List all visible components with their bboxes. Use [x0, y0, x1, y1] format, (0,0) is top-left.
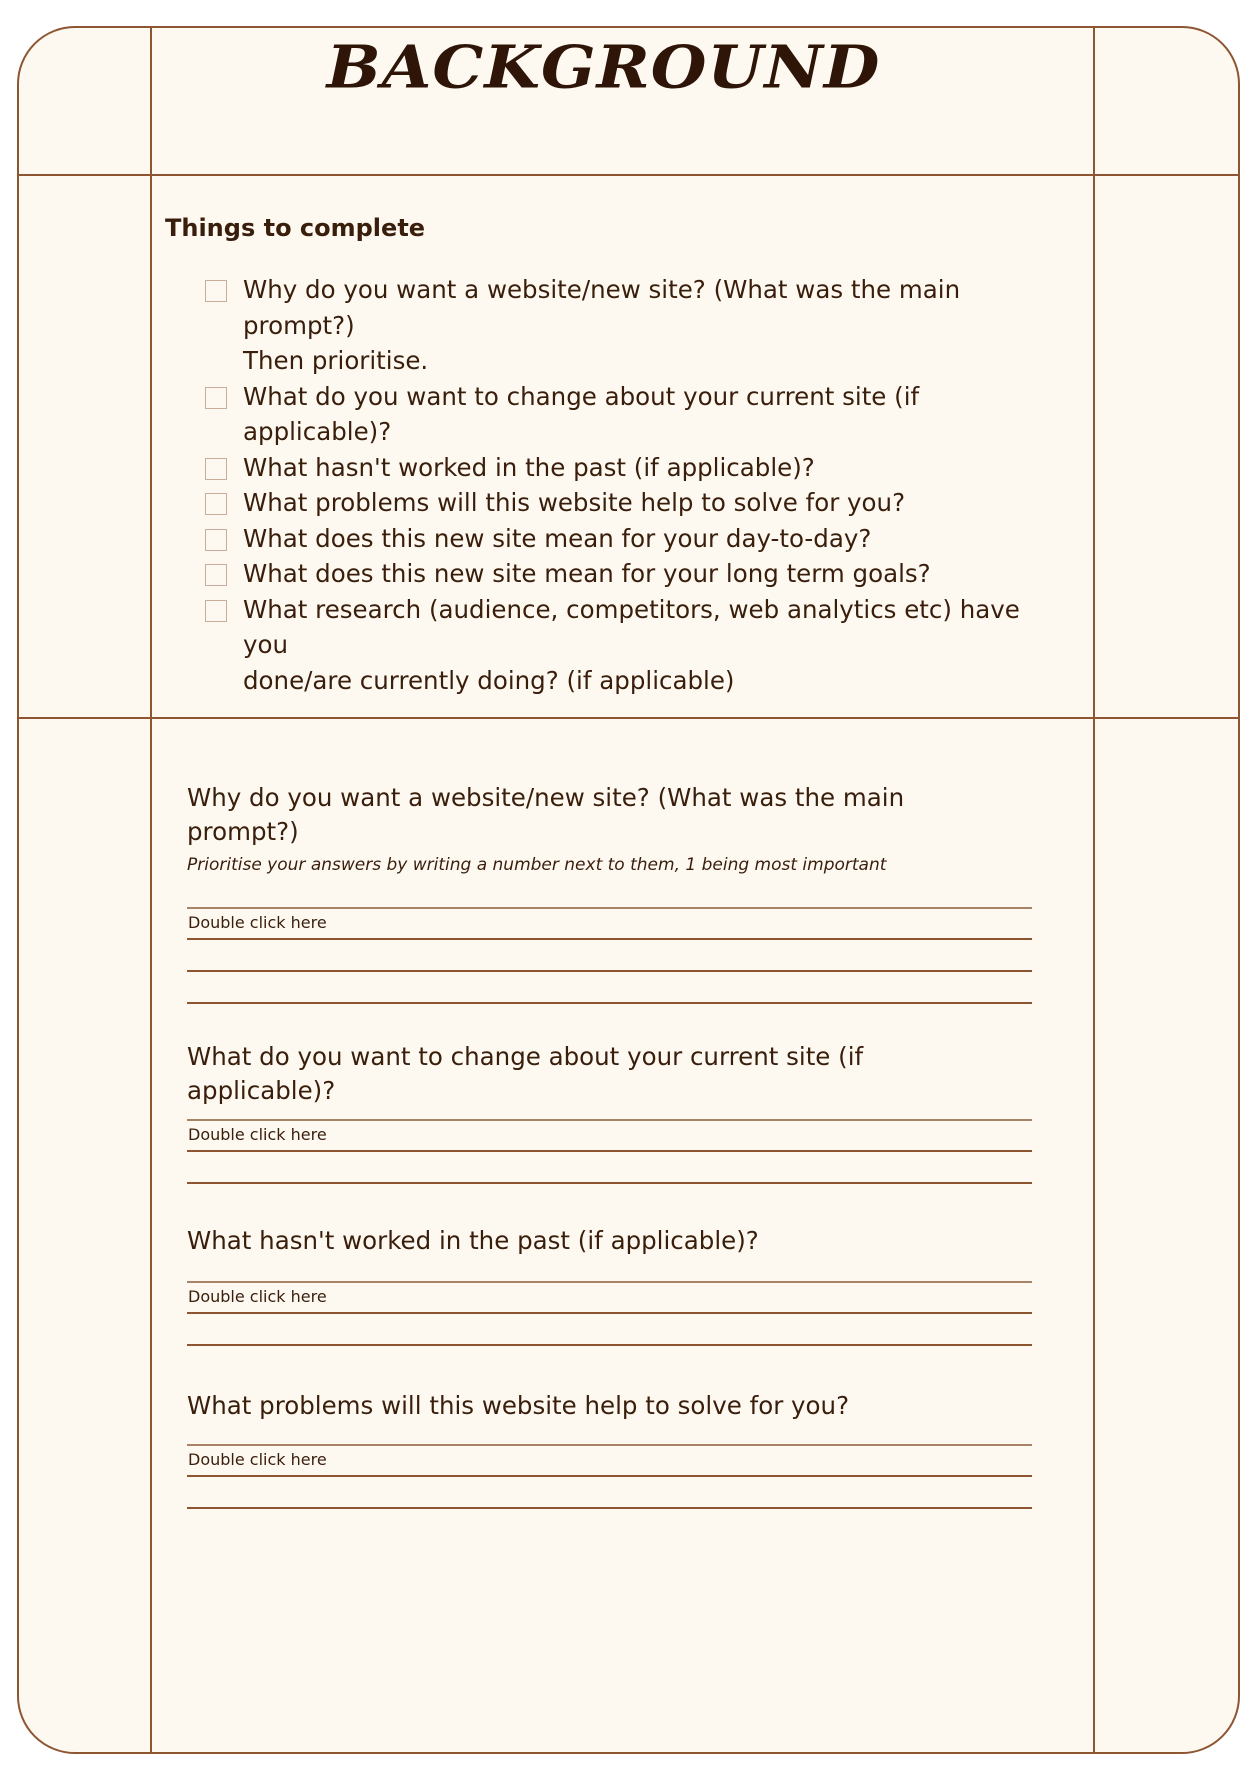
- todo-item: [205, 521, 1065, 557]
- checkbox[interactable]: [205, 458, 227, 480]
- question-block: [187, 1224, 1067, 1258]
- todo-item-text: What hasn't worked in the past (if applicable)?: [243, 452, 815, 482]
- todo-item-text: Then prioritise.: [243, 346, 429, 375]
- todo-item: [205, 379, 1065, 450]
- todo-item: [205, 592, 1065, 699]
- todo-item-text: Why do you want a website/new site? (What was the main prompt?): [243, 275, 961, 340]
- checkbox[interactable]: [205, 493, 227, 515]
- todo-item-text: What does this new site mean for your day-to-day?: [243, 523, 872, 553]
- todo-item: [205, 485, 1065, 521]
- answer-line: [187, 970, 1032, 972]
- question-block: [187, 1040, 1067, 1108]
- answer-line: [187, 1475, 1032, 1477]
- todo-item-text: done/are currently doing? (if applicable): [243, 665, 735, 695]
- question-block: [187, 781, 1067, 875]
- answer-line: [187, 1182, 1032, 1184]
- todo-item: [205, 450, 1065, 486]
- answer-line: [187, 1444, 1032, 1446]
- section-divider: [19, 717, 1238, 719]
- answer-field[interactable]: Double click here: [188, 913, 327, 932]
- answer-field[interactable]: Double click here: [188, 1450, 327, 1469]
- todo-item-text: What do you want to change about your current site (if applicable)?: [243, 381, 920, 446]
- checkbox[interactable]: [205, 564, 227, 586]
- question-block: [187, 1389, 1067, 1423]
- answer-line: [187, 1119, 1032, 1121]
- todo-item: [205, 272, 1065, 379]
- answer-field[interactable]: Double click here: [188, 1125, 327, 1144]
- todo-item-text: What problems will this website help to solve for you?: [243, 488, 906, 517]
- answer-field[interactable]: Double click here: [188, 1287, 327, 1306]
- checkbox[interactable]: [205, 600, 227, 622]
- answer-line: [187, 1507, 1032, 1509]
- header-divider: [19, 174, 1238, 176]
- checkbox[interactable]: [205, 387, 227, 409]
- question-label: Why do you want a website/new site? (What was the main prompt?): [187, 783, 905, 846]
- todo-heading: Things to complete: [165, 214, 426, 242]
- question-label: What problems will this website help to solve for you?: [187, 1391, 850, 1420]
- page-title: BACKGROUND: [326, 33, 881, 102]
- todo-item: [205, 556, 1065, 592]
- todo-item-text: What research (audience, competitors, web analytics etc) have you: [243, 594, 1020, 659]
- answer-line: [187, 1150, 1032, 1152]
- answer-line: [187, 1344, 1032, 1346]
- right-margin-line: [1093, 28, 1095, 1752]
- question-hint: Prioritise your answers by writing a number next to them, 1 being most important: [187, 855, 887, 875]
- question-label: What hasn't worked in the past (if applicable)?: [187, 1226, 759, 1255]
- left-margin-line: [150, 28, 152, 1752]
- question-label: What do you want to change about your current site (if applicable)?: [187, 1042, 864, 1105]
- answer-line: [187, 907, 1032, 909]
- answer-line: [187, 1002, 1032, 1004]
- todo-item-text: What does this new site mean for your long term goals?: [243, 559, 931, 588]
- checkbox[interactable]: [205, 529, 227, 551]
- todo-checklist: [205, 272, 1065, 698]
- checkbox[interactable]: [205, 280, 227, 302]
- answer-line: [187, 1281, 1032, 1283]
- answer-line: [187, 1312, 1032, 1314]
- answer-line: [187, 938, 1032, 940]
